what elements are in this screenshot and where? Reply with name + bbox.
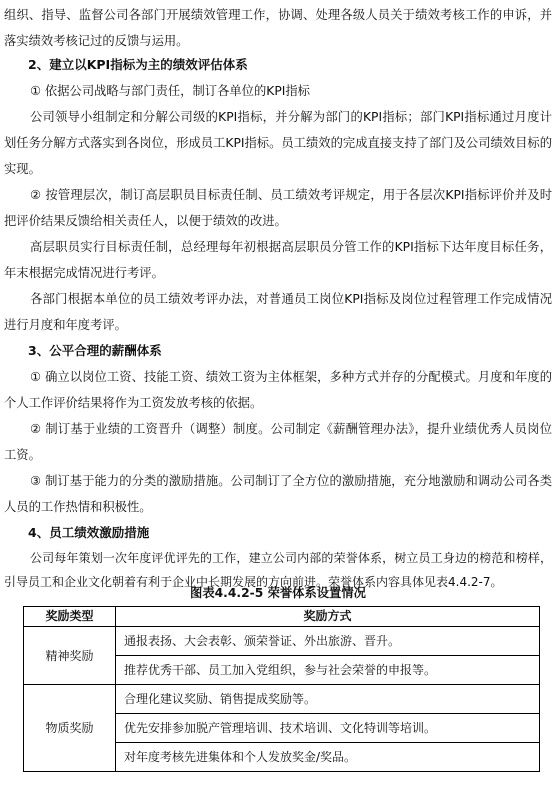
- column-header-award-method: 奖励方式: [116, 607, 540, 627]
- honor-system-table: [23, 606, 540, 772]
- heading-kpi-system: 2、建立以KPI指标为主的绩效评估体系: [28, 57, 248, 72]
- paragraph-compensation-item-1: ① 确立以岗位工资、技能工资、绩效工资为主体框架，多种方式并存的分配模式。月度和年度的个人工作评价结果将作为工资发放考核的依据。: [4, 370, 552, 410]
- paragraph-department-evaluation: 各部门根据本单位的员工绩效考评办法，对普通员工岗位KPI指标及岗位过程管理工作完成情况进行月度和年度考评。: [4, 292, 552, 332]
- award-type-cell: 物质奖励: [24, 685, 116, 772]
- paragraph-audit-intro: 组织、指导、监督公司各部门开展绩效管理工作，协调、处理各级人员关于绩效考核工作的申诉，并落实绩效考核记过的反馈与运用。: [4, 8, 552, 48]
- award-method-cell: 合理化建议奖励、销售提成奖励等。: [116, 685, 540, 714]
- paragraph-kpi-decomposition: 公司领导小组制定和分解公司级的KPI指标，并分解为部门的KPI指标；部门KPI指标通过月度计划任务分解方式落实到各岗位，形成员工KPI指标。员工绩效的完成直接支持了部门及公司绩效目标的实现。: [4, 110, 552, 176]
- heading-incentive-measures: 4、员工绩效激励措施: [28, 525, 150, 540]
- table-row: [24, 627, 540, 656]
- award-method-cell: 对年度考核先进集体和个人发放奖金/奖品。: [116, 743, 540, 772]
- paragraph-compensation-item-2: ② 制订基于业绩的工资晋升（调整）制度。公司制定《薪酬管理办法》，提升业绩优秀人员岗位工资。: [4, 422, 552, 462]
- paragraph-compensation-item-3: ③ 制订基于能力的分类的激励措施。公司制订了全方位的激励措施，充分地激励和调动公司各类人员的工作热情和积极性。: [4, 474, 552, 514]
- paragraph-honor-system: 公司每年策划一次年度评优评先的工作，建立公司内部的荣誉体系，树立员工身边的榜范和榜样，引导员工和企业文化朝着有利于企业中长期发展的方向前进。荣誉体系内容具体见表4.4.2-7。: [4, 551, 552, 589]
- award-method-cell: 优先安排参加脱产管理培训、技术培训、文化特训等培训。: [116, 714, 540, 743]
- award-type-cell: 精神奖励: [24, 627, 116, 685]
- column-header-award-type: 奖励类型: [24, 607, 116, 627]
- paragraph-senior-responsibility: 高层职员实行目标责任制，总经理每年初根据高层职员分管工作的KPI指标下达年度目标任务，年末根据完成情况进行考评。: [4, 240, 552, 280]
- award-method-cell: 推荐优秀干部、员工加入党组织，参与社会荣誉的申报等。: [116, 656, 540, 685]
- table-row: [24, 685, 540, 714]
- award-method-cell: 通报表扬、大会表彰、颁荣誉证、外出旅游、晋升。: [116, 627, 540, 656]
- table-caption: 图表4.4.2-5 荣誉体系设置情况: [190, 586, 366, 600]
- paragraph-kpi-item-1: ① 依据公司战略与部门责任，制订各单位的KPI指标: [30, 84, 310, 98]
- heading-compensation-system: 3、公平合理的薪酬体系: [28, 343, 162, 358]
- paragraph-kpi-item-2: ② 按管理层次，制订高层职员目标责任制、员工绩效考评规定，用于各层次KPI指标评价并及时把评价结果反馈给相关责任人，以便于绩效的改进。: [4, 188, 552, 228]
- table-header-row: [24, 607, 540, 627]
